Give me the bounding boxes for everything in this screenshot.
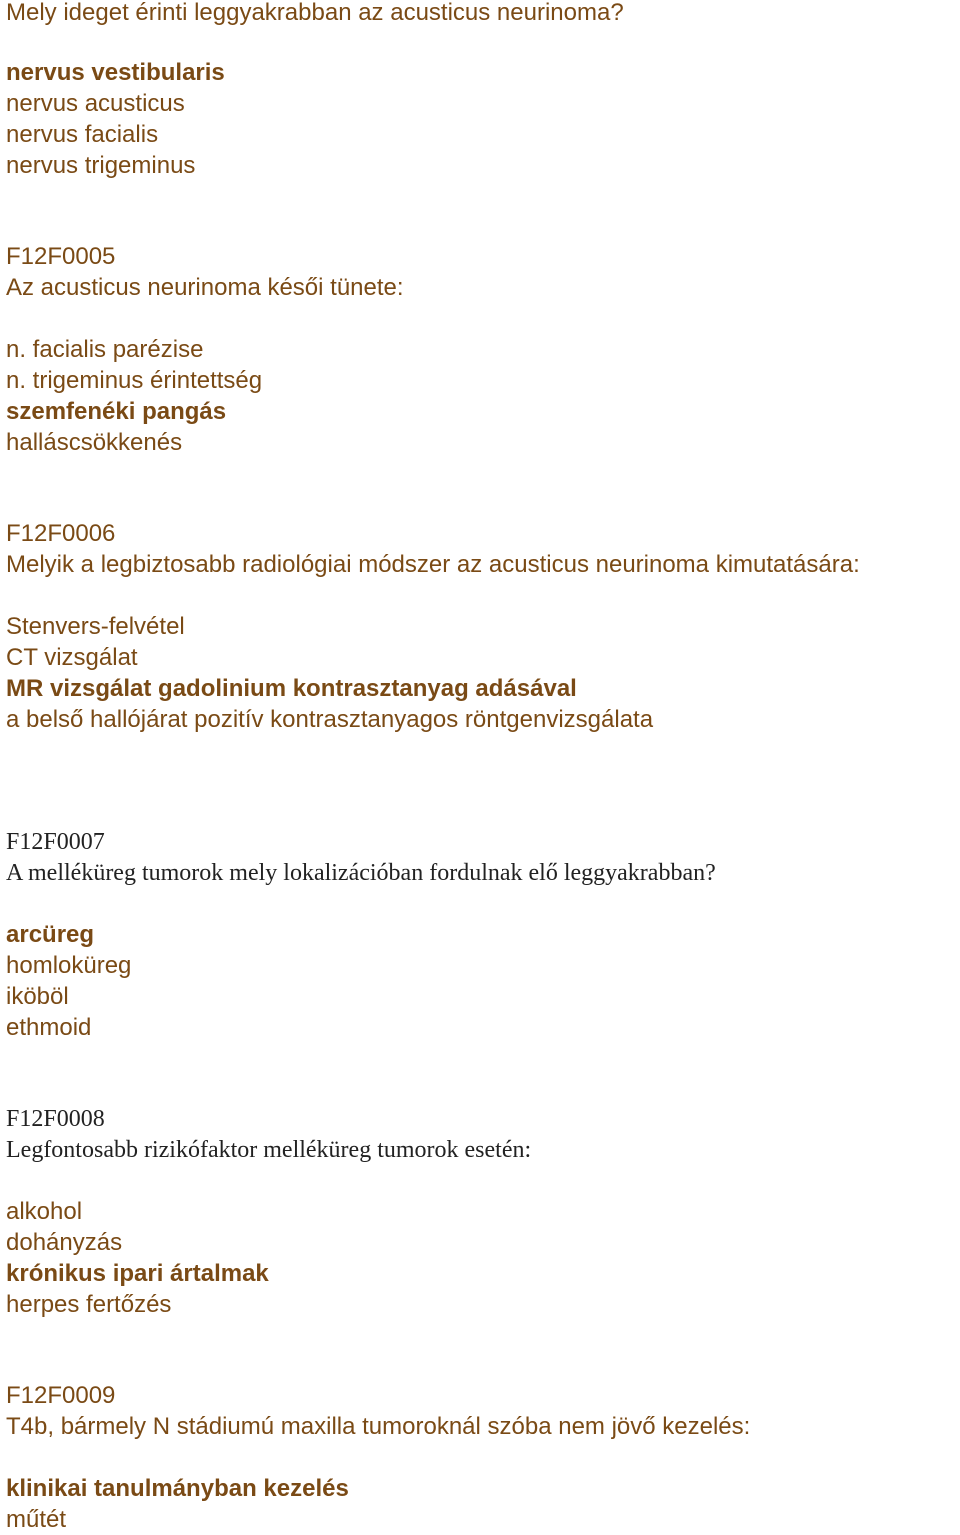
answer-option: CT vizsgálat [6,644,138,671]
answer-option: halláscsökkenés [6,429,183,456]
question-code: F12F0005 [6,243,116,270]
answer-correct: krónikus ipari ártalmak [6,1260,269,1287]
question-text: Mely ideget érinti leggyakrabban az acusticus neurinoma? [6,0,624,26]
answer-option: nervus facialis [6,121,159,148]
answer-option: a belső hallójárat pozitív kontrasztanyagos röntgenvizsgálata [6,706,654,733]
answer-option: iköböl [6,983,69,1010]
question-code: F12F0007 [6,829,105,855]
answer-option: ethmoid [6,1014,92,1041]
answer-correct: klinikai tanulmányban kezelés [6,1475,349,1502]
answer-correct: szemfenéki pangás [6,398,227,425]
question-text: Az acusticus neurinoma késői tünete: [6,274,404,301]
answer-correct: arcüreg [6,921,95,948]
answer-option: dohányzás [6,1229,123,1256]
answer-option: Stenvers-felvétel [6,613,185,640]
answer-option: alkohol [6,1198,83,1225]
answer-option: n. facialis parézise [6,336,204,363]
answer-option: n. trigeminus érintettség [6,367,263,394]
question-text: T4b, bármely N stádiumú maxilla tumoroknál szóba nem jövő kezelés: [6,1413,751,1440]
question-code: F12F0008 [6,1106,105,1132]
answer-option: nervus acusticus [6,90,185,117]
question-text: Legfontosabb rizikófaktor melléküreg tumorok esetén: [6,1137,532,1163]
question-code: F12F0006 [6,520,116,547]
answer-correct: MR vizsgálat gadolinium kontrasztanyag adásával [6,675,577,702]
answer-option: herpes fertőzés [6,1291,172,1318]
answer-option: műtét [6,1506,67,1533]
answer-option: nervus trigeminus [6,152,196,179]
question-text: Melyik a legbiztosabb radiológiai módszer az acusticus neurinoma kimutatására: [6,551,860,578]
answer-option: homloküreg [6,952,132,979]
answer-correct: nervus vestibularis [6,59,225,86]
question-text: A melléküreg tumorok mely lokalizációban fordulnak elő leggyakrabban? [6,860,716,886]
question-code: F12F0009 [6,1382,116,1409]
